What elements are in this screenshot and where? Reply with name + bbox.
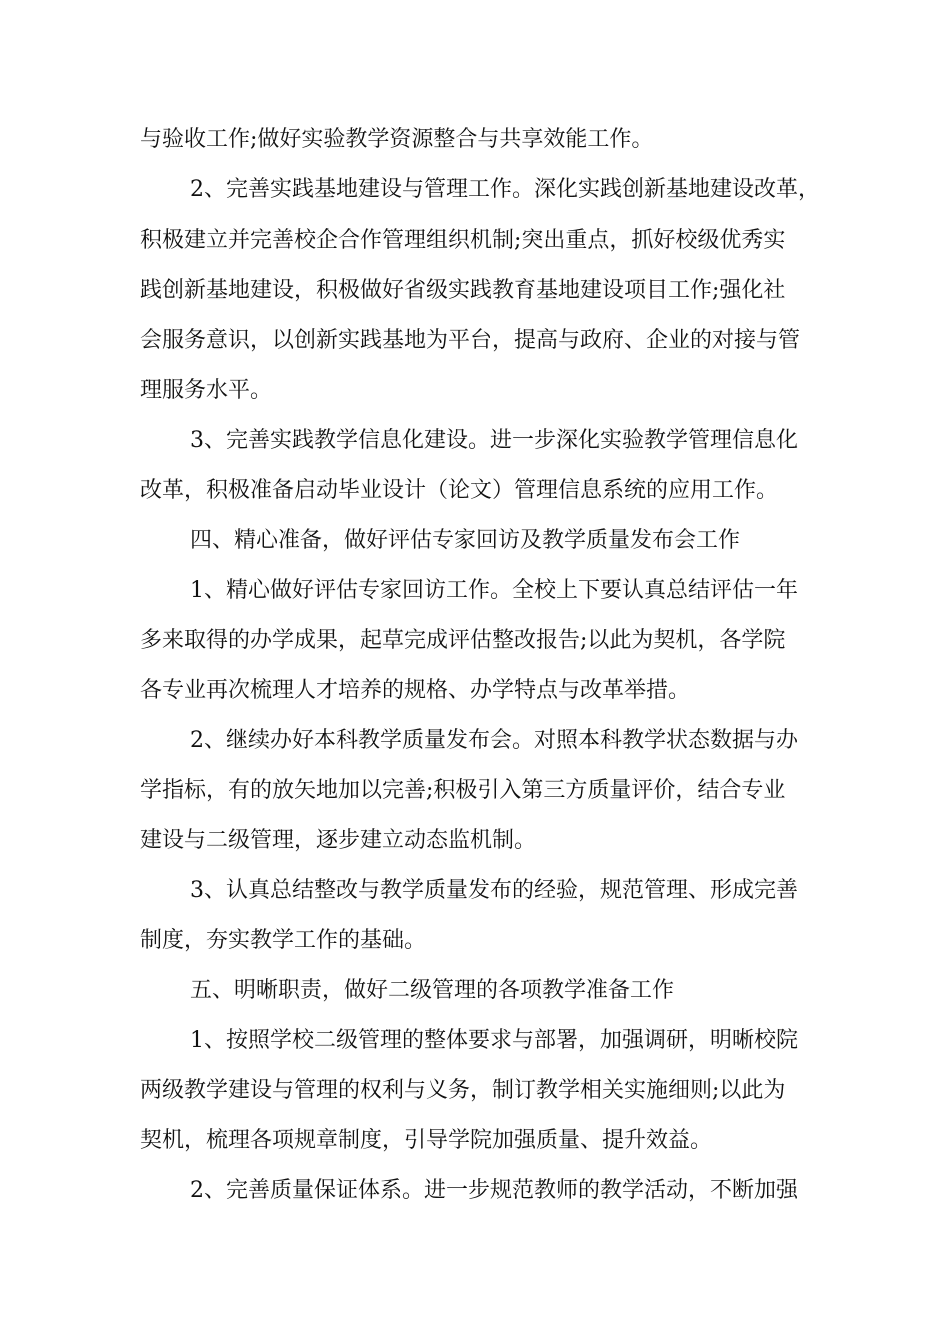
paragraph-line: 2、完善质量保证体系。进一步规范教师的教学活动，不断加强 bbox=[190, 1178, 798, 1203]
paragraph-line: 两级教学建设与管理的权利与义务，制订教学相关实施细则;以此为 bbox=[140, 1078, 786, 1103]
paragraph-line: 与验收工作;做好实验教学资源整合与共享效能工作。 bbox=[140, 127, 654, 152]
paragraph-line: 多来取得的办学成果，起草完成评估整改报告;以此为契机，各学院 bbox=[140, 628, 786, 653]
paragraph-line: 改革，积极准备启动毕业设计（论文）管理信息系统的应用工作。 bbox=[140, 478, 779, 503]
paragraph-line: 1、按照学校二级管理的整体要求与部署，加强调研，明晰校院 bbox=[190, 1028, 798, 1053]
section-heading: 五、明晰职责，做好二级管理的各项教学准备工作 bbox=[190, 978, 675, 1003]
paragraph-line: 制度，夯实教学工作的基础。 bbox=[140, 928, 427, 953]
paragraph-line: 各专业再次梳理人才培养的规格、办学特点与改革举措。 bbox=[140, 678, 691, 703]
paragraph-line: 践创新基地建设，积极做好省级实践教育基地建设项目工作;强化社 bbox=[140, 278, 786, 303]
paragraph-line: 学指标，有的放矢地加以完善;积极引入第三方质量评价，结合专业 bbox=[140, 778, 786, 803]
paragraph-line: 2、完善实践基地建设与管理工作。深化实践创新基地建设改革， bbox=[190, 177, 820, 202]
paragraph-line: 3、认真总结整改与教学质量发布的经验，规范管理、形成完善 bbox=[190, 878, 798, 903]
paragraph-line: 会服务意识，以创新实践基地为平台，提高与政府、企业的对接与管 bbox=[140, 328, 801, 353]
paragraph-line: 2、继续办好本科教学质量发布会。对照本科教学状态数据与办 bbox=[190, 728, 798, 753]
paragraph-line: 契机，梳理各项规章制度，引导学院加强质量、提升效益。 bbox=[140, 1128, 713, 1153]
paragraph-line: 3、完善实践教学信息化建设。进一步深化实验教学管理信息化 bbox=[190, 428, 798, 453]
paragraph-line: 建设与二级管理，逐步建立动态监机制。 bbox=[140, 828, 537, 853]
paragraph-line: 积极建立并完善校企合作管理组织机制;突出重点，抓好校级优秀实 bbox=[140, 228, 786, 253]
paragraph-line: 1、精心做好评估专家回访工作。全校上下要认真总结评估一年 bbox=[190, 578, 798, 603]
section-heading: 四、精心准备，做好评估专家回访及教学质量发布会工作 bbox=[190, 528, 741, 553]
paragraph-line: 理服务水平。 bbox=[140, 378, 273, 403]
